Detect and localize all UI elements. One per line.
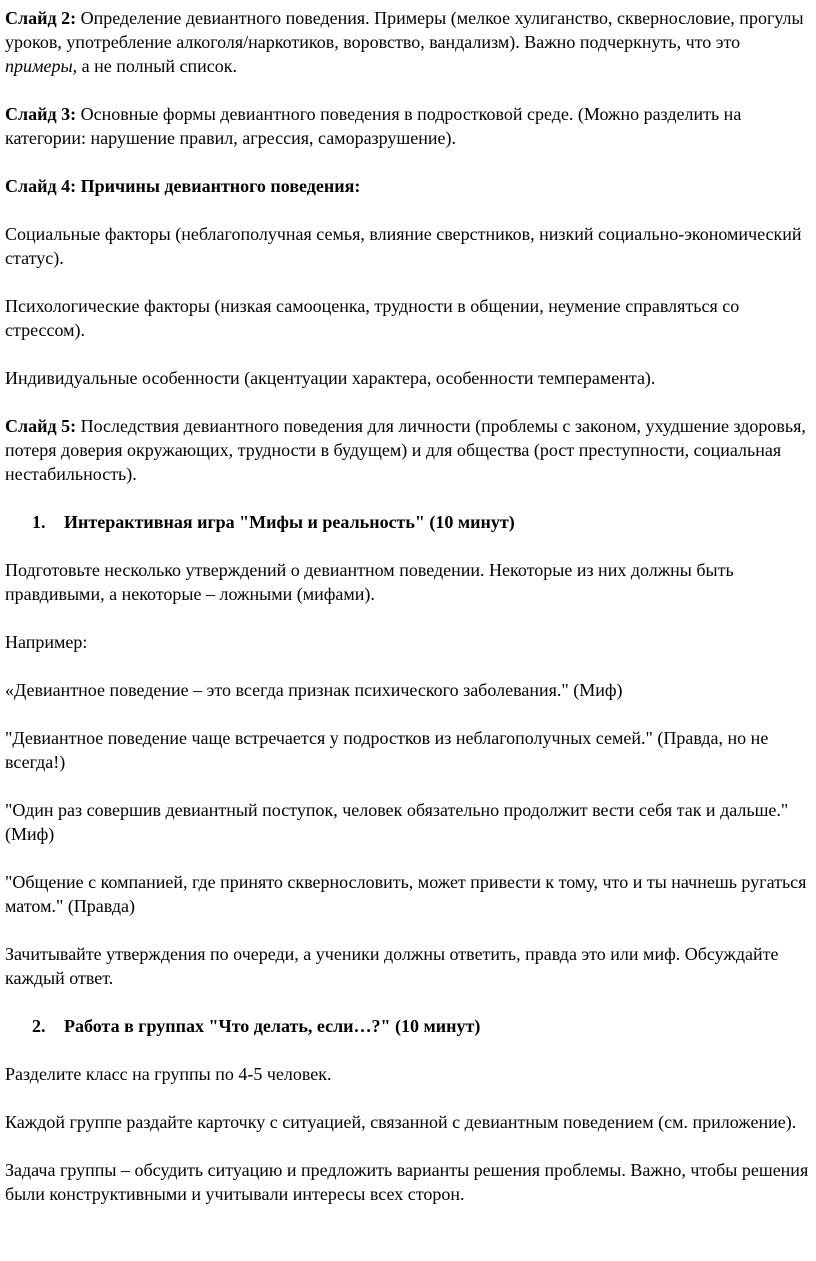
text-run: Подготовьте несколько утверждений о девиантном поведении. Некоторые из них должны быть правдивыми, а некоторые – ложными (мифами).: [5, 560, 734, 604]
text-run: Определение девиантного поведения. Примеры (мелкое хулиганство, сквернословие, прогулы уроков, употребление алкоголя/наркотиков, воровство, вандализм). Важно подчеркнуть, что это: [5, 8, 804, 52]
document-body: [5, 6, 810, 1206]
paragraph: [5, 726, 810, 774]
paragraph: [5, 102, 810, 150]
paragraph: [5, 630, 810, 654]
paragraph: [5, 366, 810, 390]
list-item: [5, 510, 810, 534]
text-run: , а не полный список.: [72, 56, 238, 76]
paragraph: [5, 558, 810, 606]
paragraph: [5, 414, 810, 486]
paragraph: [5, 870, 810, 918]
text-run: Например:: [5, 632, 88, 652]
paragraph: [5, 798, 810, 846]
text-run: Слайд 4: Причины девиантного поведения:: [5, 176, 361, 196]
text-run: Слайд 3:: [5, 104, 81, 124]
text-run: "Общение с компанией, где принято сквернословить, может привести к тому, что и ты начнешь ругаться матом." (Правда): [5, 872, 807, 916]
paragraph: [5, 222, 810, 270]
paragraph: [5, 1062, 810, 1086]
paragraph: [5, 1158, 810, 1206]
list-number: 1.: [32, 512, 46, 532]
list-item: [5, 1014, 810, 1038]
text-run: примеры: [5, 56, 73, 76]
list-number: 2.: [32, 1016, 46, 1036]
text-run: Психологические факторы (низкая самооценка, трудности в общении, неумение справляться со стрессом).: [5, 296, 740, 340]
text-run: Работа в группах "Что делать, если…?" (10 минут): [64, 1016, 481, 1036]
text-run: Зачитывайте утверждения по очереди, а ученики должны ответить, правда это или миф. Обсуждайте каждый ответ.: [5, 944, 779, 988]
text-run: Основные формы девиантного поведения в подростковой среде. (Можно разделить на категории: нарушение правил, агрессия, саморазрушение).: [5, 104, 742, 148]
paragraph: [5, 942, 810, 990]
text-run: Социальные факторы (неблагополучная семья, влияние сверстников, низкий социально-экономический статус).: [5, 224, 802, 268]
list-item-text: [64, 510, 810, 534]
text-run: Слайд 2:: [5, 8, 81, 28]
paragraph: [5, 6, 810, 78]
list-item-text: [64, 1014, 810, 1038]
text-run: Индивидуальные особенности (акцентуации характера, особенности темперамента).: [5, 368, 656, 388]
text-run: Каждой группе раздайте карточку с ситуацией, связанной с девиантным поведением (см. приложение).: [5, 1112, 797, 1132]
paragraph: [5, 678, 810, 702]
text-run: «Девиантное поведение – это всегда признак психического заболевания." (Миф): [5, 680, 623, 700]
text-run: Последствия девиантного поведения для личности (проблемы с законом, ухудшение здоровья, потеря доверия окружающих, трудности в будущем) и для общества (рост преступности, социальная нестабильность).: [5, 416, 806, 484]
paragraph: [5, 294, 810, 342]
text-run: Разделите класс на группы по 4-5 человек.: [5, 1064, 332, 1084]
paragraph: [5, 1110, 810, 1134]
text-run: "Один раз совершив девиантный поступок, человек обязательно продолжит вести себя так и дальше." (Миф): [5, 800, 789, 844]
text-run: Интерактивная игра "Мифы и реальность" (10 минут): [64, 512, 515, 532]
paragraph: [5, 174, 810, 198]
text-run: "Девиантное поведение чаще встречается у подростков из неблагополучных семей." (Правда, но не всегда!): [5, 728, 769, 772]
text-run: Задача группы – обсудить ситуацию и предложить варианты решения проблемы. Важно, чтобы решения были конструктивными и учитывали интересы всех сторон.: [5, 1160, 809, 1204]
text-run: Слайд 5:: [5, 416, 81, 436]
